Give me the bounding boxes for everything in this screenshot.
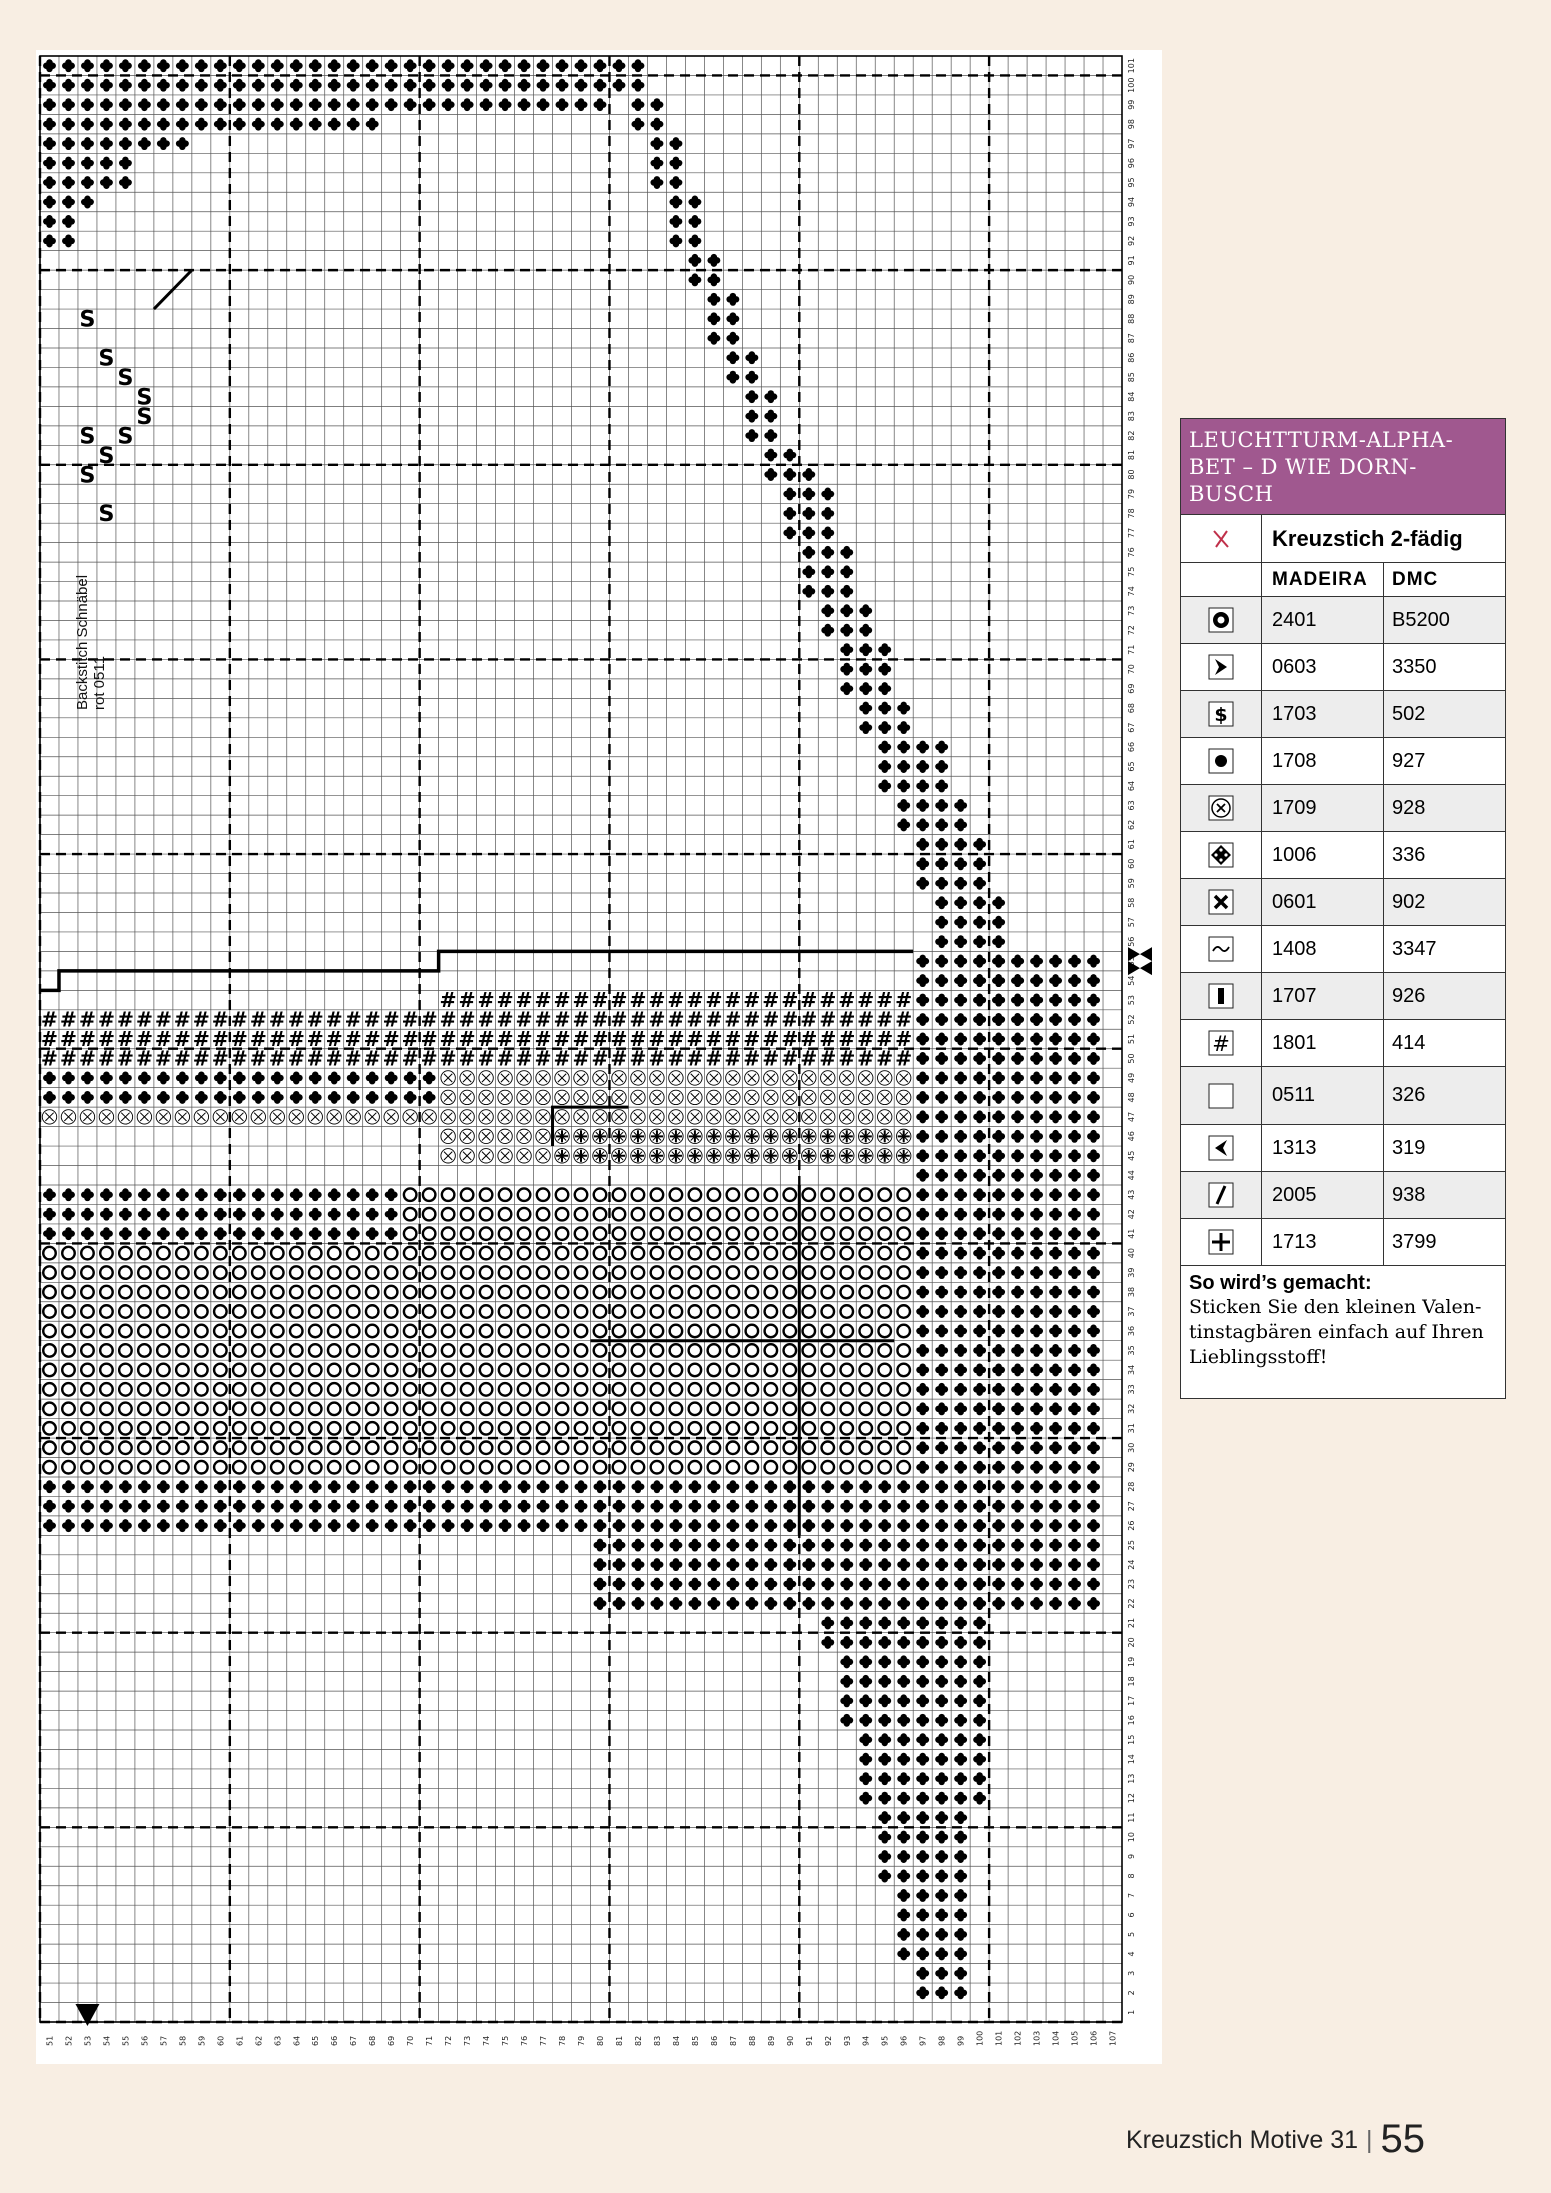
- svg-text:#: #: [116, 1026, 134, 1051]
- svg-text:#: #: [477, 1046, 495, 1071]
- svg-text:#: #: [724, 1046, 742, 1071]
- svg-text:#: #: [838, 1026, 856, 1051]
- svg-text:#: #: [781, 1026, 799, 1051]
- hash-icon: [1181, 1020, 1262, 1066]
- svg-text:#: #: [648, 1046, 666, 1071]
- svg-text:#: #: [192, 1046, 210, 1071]
- svg-text:#: #: [629, 1007, 647, 1032]
- arrow-right-icon: [1181, 644, 1262, 690]
- legend-row: [1181, 1066, 1505, 1124]
- diamond-icon: [1181, 832, 1262, 878]
- svg-text:#: #: [211, 1026, 229, 1051]
- svg-text:#: #: [515, 1046, 533, 1071]
- svg-text:#: #: [173, 1046, 191, 1071]
- dmc-code: 336: [1392, 843, 1426, 866]
- svg-text:#: #: [743, 1007, 761, 1032]
- svg-text:#: #: [268, 1046, 286, 1071]
- svg-text:#: #: [800, 1026, 818, 1051]
- svg-text:#: #: [173, 1026, 191, 1051]
- dmc-code: 319: [1392, 1136, 1426, 1159]
- svg-text:#: #: [344, 1026, 362, 1051]
- svg-text:#: #: [230, 1046, 248, 1071]
- svg-text:#: #: [78, 1007, 97, 1032]
- svg-text:#: #: [249, 1046, 267, 1071]
- svg-text:#: #: [895, 1007, 913, 1032]
- svg-text:#: #: [249, 1007, 267, 1032]
- svg-text:#: #: [686, 1026, 704, 1051]
- svg-text:#: #: [420, 1007, 438, 1032]
- svg-text:#: #: [116, 1007, 134, 1032]
- svg-text:#: #: [572, 1026, 590, 1051]
- svg-text:#: #: [610, 1026, 628, 1051]
- backstitch-note-line1: Backstitch Schnäbel: [74, 574, 91, 710]
- svg-text:#: #: [857, 1007, 875, 1032]
- madeira-code: 1801: [1262, 1020, 1384, 1066]
- svg-text:#: #: [838, 1046, 856, 1071]
- madeira-code: 1707: [1262, 973, 1384, 1019]
- svg-text:#: #: [857, 1026, 875, 1051]
- ring-icon: [1181, 597, 1262, 643]
- svg-text:#: #: [876, 1026, 894, 1051]
- svg-text:#: #: [458, 1026, 476, 1051]
- legend-column-header: [1181, 562, 1505, 596]
- madeira-code: 1709: [1262, 785, 1384, 831]
- dmc-code: 3799: [1392, 1230, 1437, 1253]
- madeira-code: 0511: [1262, 1067, 1384, 1124]
- svg-text:#: #: [667, 987, 685, 1012]
- svg-text:#: #: [591, 1007, 609, 1032]
- svg-text:#: #: [762, 1046, 780, 1071]
- svg-text:#: #: [705, 1007, 723, 1032]
- svg-text:#: #: [686, 1046, 704, 1071]
- svg-text:#: #: [59, 1007, 78, 1032]
- svg-text:#: #: [610, 1007, 628, 1032]
- svg-text:#: #: [686, 1007, 704, 1032]
- svg-text:#: #: [97, 1026, 116, 1051]
- svg-text:#: #: [363, 1026, 381, 1051]
- svg-text:#: #: [819, 1007, 837, 1032]
- legend-row: [1181, 1171, 1505, 1218]
- svg-text:#: #: [78, 1046, 97, 1071]
- svg-text:#: #: [743, 987, 761, 1012]
- svg-text:#: #: [363, 1007, 381, 1032]
- svg-text:#: #: [762, 1026, 780, 1051]
- svg-text:#: #: [173, 1007, 191, 1032]
- svg-text:#: #: [477, 987, 495, 1012]
- svg-text:#: #: [59, 1046, 78, 1071]
- magazine-name: Kreuzstich Motive 31: [1126, 2126, 1359, 2154]
- svg-text:#: #: [876, 1007, 894, 1032]
- svg-text:#: #: [306, 1007, 324, 1032]
- dmc-code: 502: [1392, 702, 1426, 725]
- cross-stitch-chart: [36, 50, 1162, 2064]
- dmc-code: 3347: [1392, 937, 1437, 960]
- madeira-code: 2005: [1262, 1172, 1384, 1218]
- svg-text:#: #: [629, 1026, 647, 1051]
- dmc-code: 414: [1392, 1031, 1426, 1054]
- svg-text:#: #: [515, 1026, 533, 1051]
- svg-text:#: #: [325, 1046, 343, 1071]
- svg-text:#: #: [667, 1026, 685, 1051]
- svg-text:#: #: [382, 1007, 400, 1032]
- legend-row: [1181, 690, 1505, 737]
- svg-text:#: #: [325, 1007, 343, 1032]
- svg-text:#: #: [344, 1046, 362, 1071]
- svg-text:#: #: [59, 1026, 78, 1051]
- bar-icon: [1181, 973, 1262, 1019]
- backstitch-note: [74, 575, 108, 710]
- svg-text:#: #: [800, 987, 818, 1012]
- legend-row: [1181, 925, 1505, 972]
- svg-text:#: #: [344, 1007, 362, 1032]
- svg-text:#: #: [496, 1046, 514, 1071]
- svg-text:#: #: [154, 1046, 172, 1071]
- dmc-code: 902: [1392, 890, 1426, 913]
- svg-text:#: #: [572, 987, 590, 1012]
- tilde-icon: [1181, 926, 1262, 972]
- svg-text:#: #: [781, 1007, 799, 1032]
- svg-text:#: #: [192, 1007, 210, 1032]
- svg-text:#: #: [420, 1046, 438, 1071]
- dmc-code: B5200: [1392, 608, 1450, 631]
- legend-rows: [1181, 596, 1505, 1265]
- svg-text:#: #: [287, 1046, 305, 1071]
- x-mark-icon: [1181, 879, 1262, 925]
- svg-text:#: #: [477, 1007, 495, 1032]
- svg-text:#: #: [819, 987, 837, 1012]
- legend-row: [1181, 596, 1505, 643]
- svg-text:#: #: [724, 1007, 742, 1032]
- svg-text:#: #: [401, 1026, 419, 1051]
- svg-text:#: #: [458, 1007, 476, 1032]
- madeira-code: 1713: [1262, 1219, 1384, 1265]
- legend-row: [1181, 737, 1505, 784]
- svg-text:#: #: [838, 987, 856, 1012]
- legend-row: [1181, 643, 1505, 690]
- svg-text:#: #: [40, 1046, 59, 1071]
- svg-text:#: #: [553, 987, 571, 1012]
- svg-text:#: #: [135, 1007, 153, 1032]
- dmc-code: 3350: [1392, 655, 1437, 678]
- svg-text:#: #: [135, 1046, 153, 1071]
- svg-text:#: #: [553, 1007, 571, 1032]
- svg-text:#: #: [591, 1046, 609, 1071]
- slash-icon: [1181, 1172, 1262, 1218]
- svg-text:#: #: [306, 1026, 324, 1051]
- circle-x-icon: [1181, 785, 1262, 831]
- svg-text:#: #: [534, 987, 552, 1012]
- svg-text:#: #: [40, 1007, 59, 1032]
- svg-text:#: #: [211, 1046, 229, 1071]
- svg-text:#: #: [762, 987, 780, 1012]
- howto-text: Sticken Sie den kleinen Valen-tinstagbären einfach auf Ihren Lieblingsstoff!: [1189, 1296, 1484, 1368]
- page-number: 55: [1380, 2117, 1426, 2161]
- stitch-type-label: Kreuzstich 2-fädig: [1272, 525, 1463, 551]
- svg-text:#: #: [515, 1007, 533, 1032]
- svg-text:#: #: [515, 987, 533, 1012]
- svg-text:#: #: [420, 1026, 438, 1051]
- svg-text:#: #: [534, 1046, 552, 1071]
- svg-text:#: #: [686, 987, 704, 1012]
- arrow-left-icon: [1181, 1125, 1262, 1171]
- svg-text:#: #: [135, 1026, 153, 1051]
- page-footer: [1126, 2117, 1425, 2162]
- svg-text:#: #: [572, 1007, 590, 1032]
- svg-text:#: #: [895, 987, 913, 1012]
- stitch-type-row: [1181, 514, 1505, 562]
- madeira-code: 0603: [1262, 644, 1384, 690]
- svg-text:#: #: [496, 1026, 514, 1051]
- madeira-code: 1703: [1262, 691, 1384, 737]
- svg-text:#: #: [762, 1007, 780, 1032]
- svg-text:#: #: [667, 1007, 685, 1032]
- color-legend: [1180, 418, 1506, 1399]
- dot-icon: [1181, 738, 1262, 784]
- madeira-code: 1708: [1262, 738, 1384, 784]
- svg-text:#: #: [819, 1026, 837, 1051]
- svg-text:#: #: [591, 987, 609, 1012]
- svg-text:#: #: [211, 1007, 229, 1032]
- svg-text:#: #: [439, 1007, 457, 1032]
- svg-text:#: #: [287, 1007, 305, 1032]
- svg-text:#: #: [477, 1026, 495, 1051]
- svg-text:#: #: [667, 1046, 685, 1071]
- svg-text:#: #: [743, 1026, 761, 1051]
- svg-text:#: #: [572, 1046, 590, 1071]
- svg-text:#: #: [629, 987, 647, 1012]
- madeira-code: 2401: [1262, 597, 1384, 643]
- legend-row: [1181, 1124, 1505, 1171]
- dmc-code: 326: [1392, 1084, 1426, 1106]
- dmc-header: DMC: [1392, 568, 1439, 590]
- svg-text:#: #: [781, 987, 799, 1012]
- svg-text:#: #: [819, 1046, 837, 1071]
- dollar-icon: [1181, 691, 1262, 737]
- svg-text:#: #: [439, 1026, 457, 1051]
- svg-text:#: #: [154, 1007, 172, 1032]
- svg-text:#: #: [363, 1046, 381, 1071]
- legend-row: [1181, 784, 1505, 831]
- svg-text:#: #: [230, 1007, 248, 1032]
- svg-text:#: #: [439, 1046, 457, 1071]
- madeira-code: 1006: [1262, 832, 1384, 878]
- svg-text:#: #: [401, 1007, 419, 1032]
- madeira-code: 0601: [1262, 879, 1384, 925]
- svg-text:#: #: [496, 1007, 514, 1032]
- svg-text:#: #: [591, 1026, 609, 1051]
- svg-text:#: #: [553, 1026, 571, 1051]
- legend-row: [1181, 831, 1505, 878]
- svg-text:#: #: [97, 1046, 116, 1071]
- svg-text:#: #: [648, 1007, 666, 1032]
- legend-row: [1181, 1218, 1505, 1265]
- dmc-code: 926: [1392, 984, 1426, 1007]
- svg-text:#: #: [648, 987, 666, 1012]
- svg-text:#: #: [857, 987, 875, 1012]
- legend-row: [1181, 972, 1505, 1019]
- howto-title: So wird’s gemacht:: [1189, 1272, 1372, 1294]
- blank-icon: [1181, 1067, 1262, 1124]
- svg-text:#: #: [534, 1007, 552, 1032]
- svg-text:#: #: [401, 1046, 419, 1071]
- howto-section: [1181, 1265, 1505, 1398]
- dmc-code: 938: [1392, 1183, 1426, 1206]
- svg-text:#: #: [705, 1026, 723, 1051]
- svg-text:#: #: [325, 1026, 343, 1051]
- svg-text:#: #: [458, 1046, 476, 1071]
- dmc-code: 928: [1392, 796, 1426, 819]
- svg-text:#: #: [40, 1026, 59, 1051]
- svg-text:#: #: [629, 1046, 647, 1071]
- svg-text:#: #: [496, 987, 514, 1012]
- svg-text:#: #: [306, 1046, 324, 1071]
- svg-text:#: #: [97, 1007, 116, 1032]
- svg-text:#: #: [800, 1007, 818, 1032]
- cross-stitch-icon: [1181, 515, 1262, 562]
- svg-text:#: #: [743, 1046, 761, 1071]
- svg-text:#: #: [154, 1026, 172, 1051]
- svg-text:#: #: [382, 1026, 400, 1051]
- svg-text:#: #: [724, 1026, 742, 1051]
- svg-text:#: #: [857, 1046, 875, 1071]
- svg-text:#: #: [230, 1026, 248, 1051]
- svg-text:#: #: [439, 987, 457, 1012]
- svg-text:#: #: [838, 1007, 856, 1032]
- svg-text:#: #: [781, 1046, 799, 1071]
- chart-grid: [36, 50, 1162, 2064]
- svg-text:#: #: [876, 1046, 894, 1071]
- svg-text:#: #: [895, 1026, 913, 1051]
- svg-text:#: #: [724, 987, 742, 1012]
- svg-text:#: #: [705, 1046, 723, 1071]
- svg-text:#: #: [705, 987, 723, 1012]
- svg-text:#: #: [534, 1026, 552, 1051]
- svg-text:#: #: [648, 1026, 666, 1051]
- madeira-code: 1408: [1262, 926, 1384, 972]
- svg-text:#: #: [458, 987, 476, 1012]
- legend-title: LEUCHTTURM-ALPHA-BET – D WIE DORN-BUSCH: [1181, 419, 1505, 514]
- svg-text:#: #: [78, 1026, 97, 1051]
- svg-text:#: #: [382, 1046, 400, 1071]
- svg-text:#: #: [249, 1026, 267, 1051]
- svg-text:#: #: [268, 1007, 286, 1032]
- svg-text:#: #: [610, 1046, 628, 1071]
- svg-text:#: #: [287, 1026, 305, 1051]
- dmc-code: 927: [1392, 749, 1426, 772]
- svg-text:#: #: [116, 1046, 134, 1071]
- madeira-header: MADEIRA: [1262, 563, 1384, 596]
- svg-text:#: #: [268, 1026, 286, 1051]
- madeira-code: 1313: [1262, 1125, 1384, 1171]
- legend-row: [1181, 1019, 1505, 1066]
- svg-text:#: #: [876, 987, 894, 1012]
- svg-text:#: #: [192, 1026, 210, 1051]
- svg-text:#: #: [895, 1046, 913, 1071]
- svg-text:#: #: [800, 1046, 818, 1071]
- svg-text:#: #: [553, 1046, 571, 1071]
- footer-separator: |: [1366, 2126, 1373, 2154]
- backstitch-note-line2: rot 0511: [91, 656, 108, 710]
- legend-row: [1181, 878, 1505, 925]
- plus-icon: [1181, 1219, 1262, 1265]
- svg-text:#: #: [610, 987, 628, 1012]
